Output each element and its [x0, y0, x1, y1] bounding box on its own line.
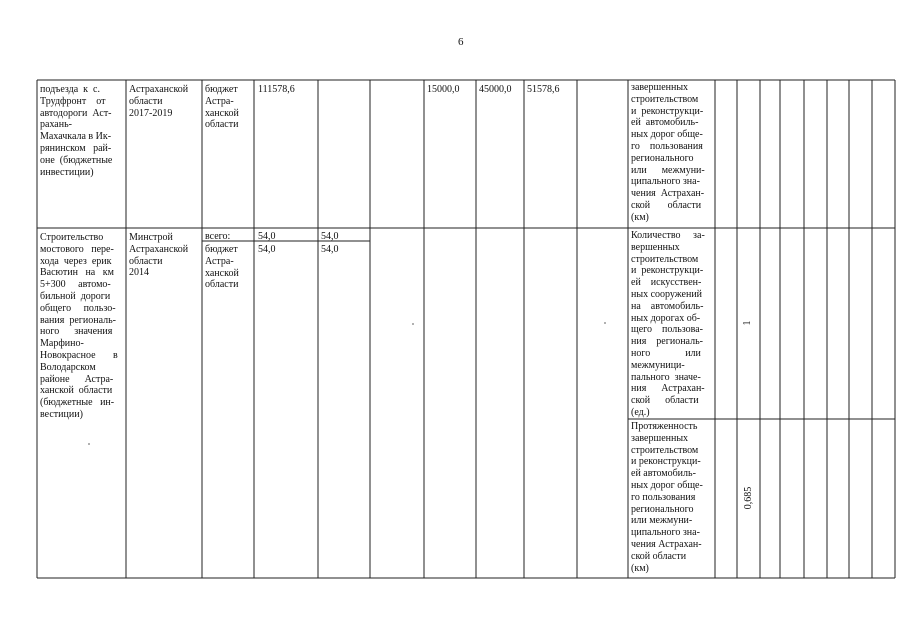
row1-year-2019: 15000,0 — [427, 84, 460, 95]
row2-total-budget: 54,0 — [258, 244, 276, 255]
row2-source: бюджет Астра- ханской области — [205, 244, 239, 291]
row2-indicator-count-value: 1 — [742, 320, 753, 326]
row1-executor: Астраханской области 2017-2019 — [129, 84, 189, 119]
scan-speck — [604, 322, 606, 324]
row2-name: Строительство мостового пере- хода через ерик Васютин на км 5+300 автомо- бильной дороги общего пользо- вания региональ- ного значения Марфино- Новокрасное в Володарском районе Астра- ханской области (бюджетные ин- вестиции) — [40, 232, 118, 420]
row2-year-2014-budget: 54,0 — [321, 244, 339, 255]
row1-indicator: завершенных строительством и реконструкци- ей автомобиль- ных дорог обще- го пользования регионального или межмуни- ципального зна- чения Астрахан- ской области (км) — [631, 82, 705, 223]
page-number: 6 — [458, 36, 464, 48]
row1-source: бюджет Астра- ханской области — [205, 84, 239, 131]
row2-source-total-label: всего: — [205, 231, 231, 242]
row1-total: 111578,6 — [258, 84, 295, 95]
row2-executor: Минстрой Астраханской области 2014 — [129, 232, 189, 279]
row1-year-2020: 45000,0 — [479, 84, 512, 95]
row2-year-2014-all: 54,0 — [321, 231, 339, 242]
row2-indicator-length: Протяженность завершенных строительством и реконструкци- ей автомобиль- ных дорог обще- го пользования регионального или межмуни- ципального зна- чения Астрахан- ской области (км) — [631, 421, 703, 574]
scan-speck — [412, 323, 414, 325]
row1-year-2021: 51578,6 — [527, 84, 560, 95]
row1-name: подъезда к с. Трудфронт от автодороги Аст- рахань- Махачкала в Ик- рянинском рай- оне (бюджетные инвестиции) — [40, 84, 113, 178]
row2-indicator-count: Количество за- вершенных строительством и реконструкци- ей искусствен- ных сооружений на автомобиль- ных дорогах об- щего пользова- ния региональ- ного или межмуници- пального значе- ния Астрахан- ской области (ед.) — [631, 230, 705, 418]
row2-indicator-length-value: 0,685 — [743, 486, 754, 510]
scan-speck — [88, 443, 90, 445]
row2-total-all: 54,0 — [258, 231, 276, 242]
